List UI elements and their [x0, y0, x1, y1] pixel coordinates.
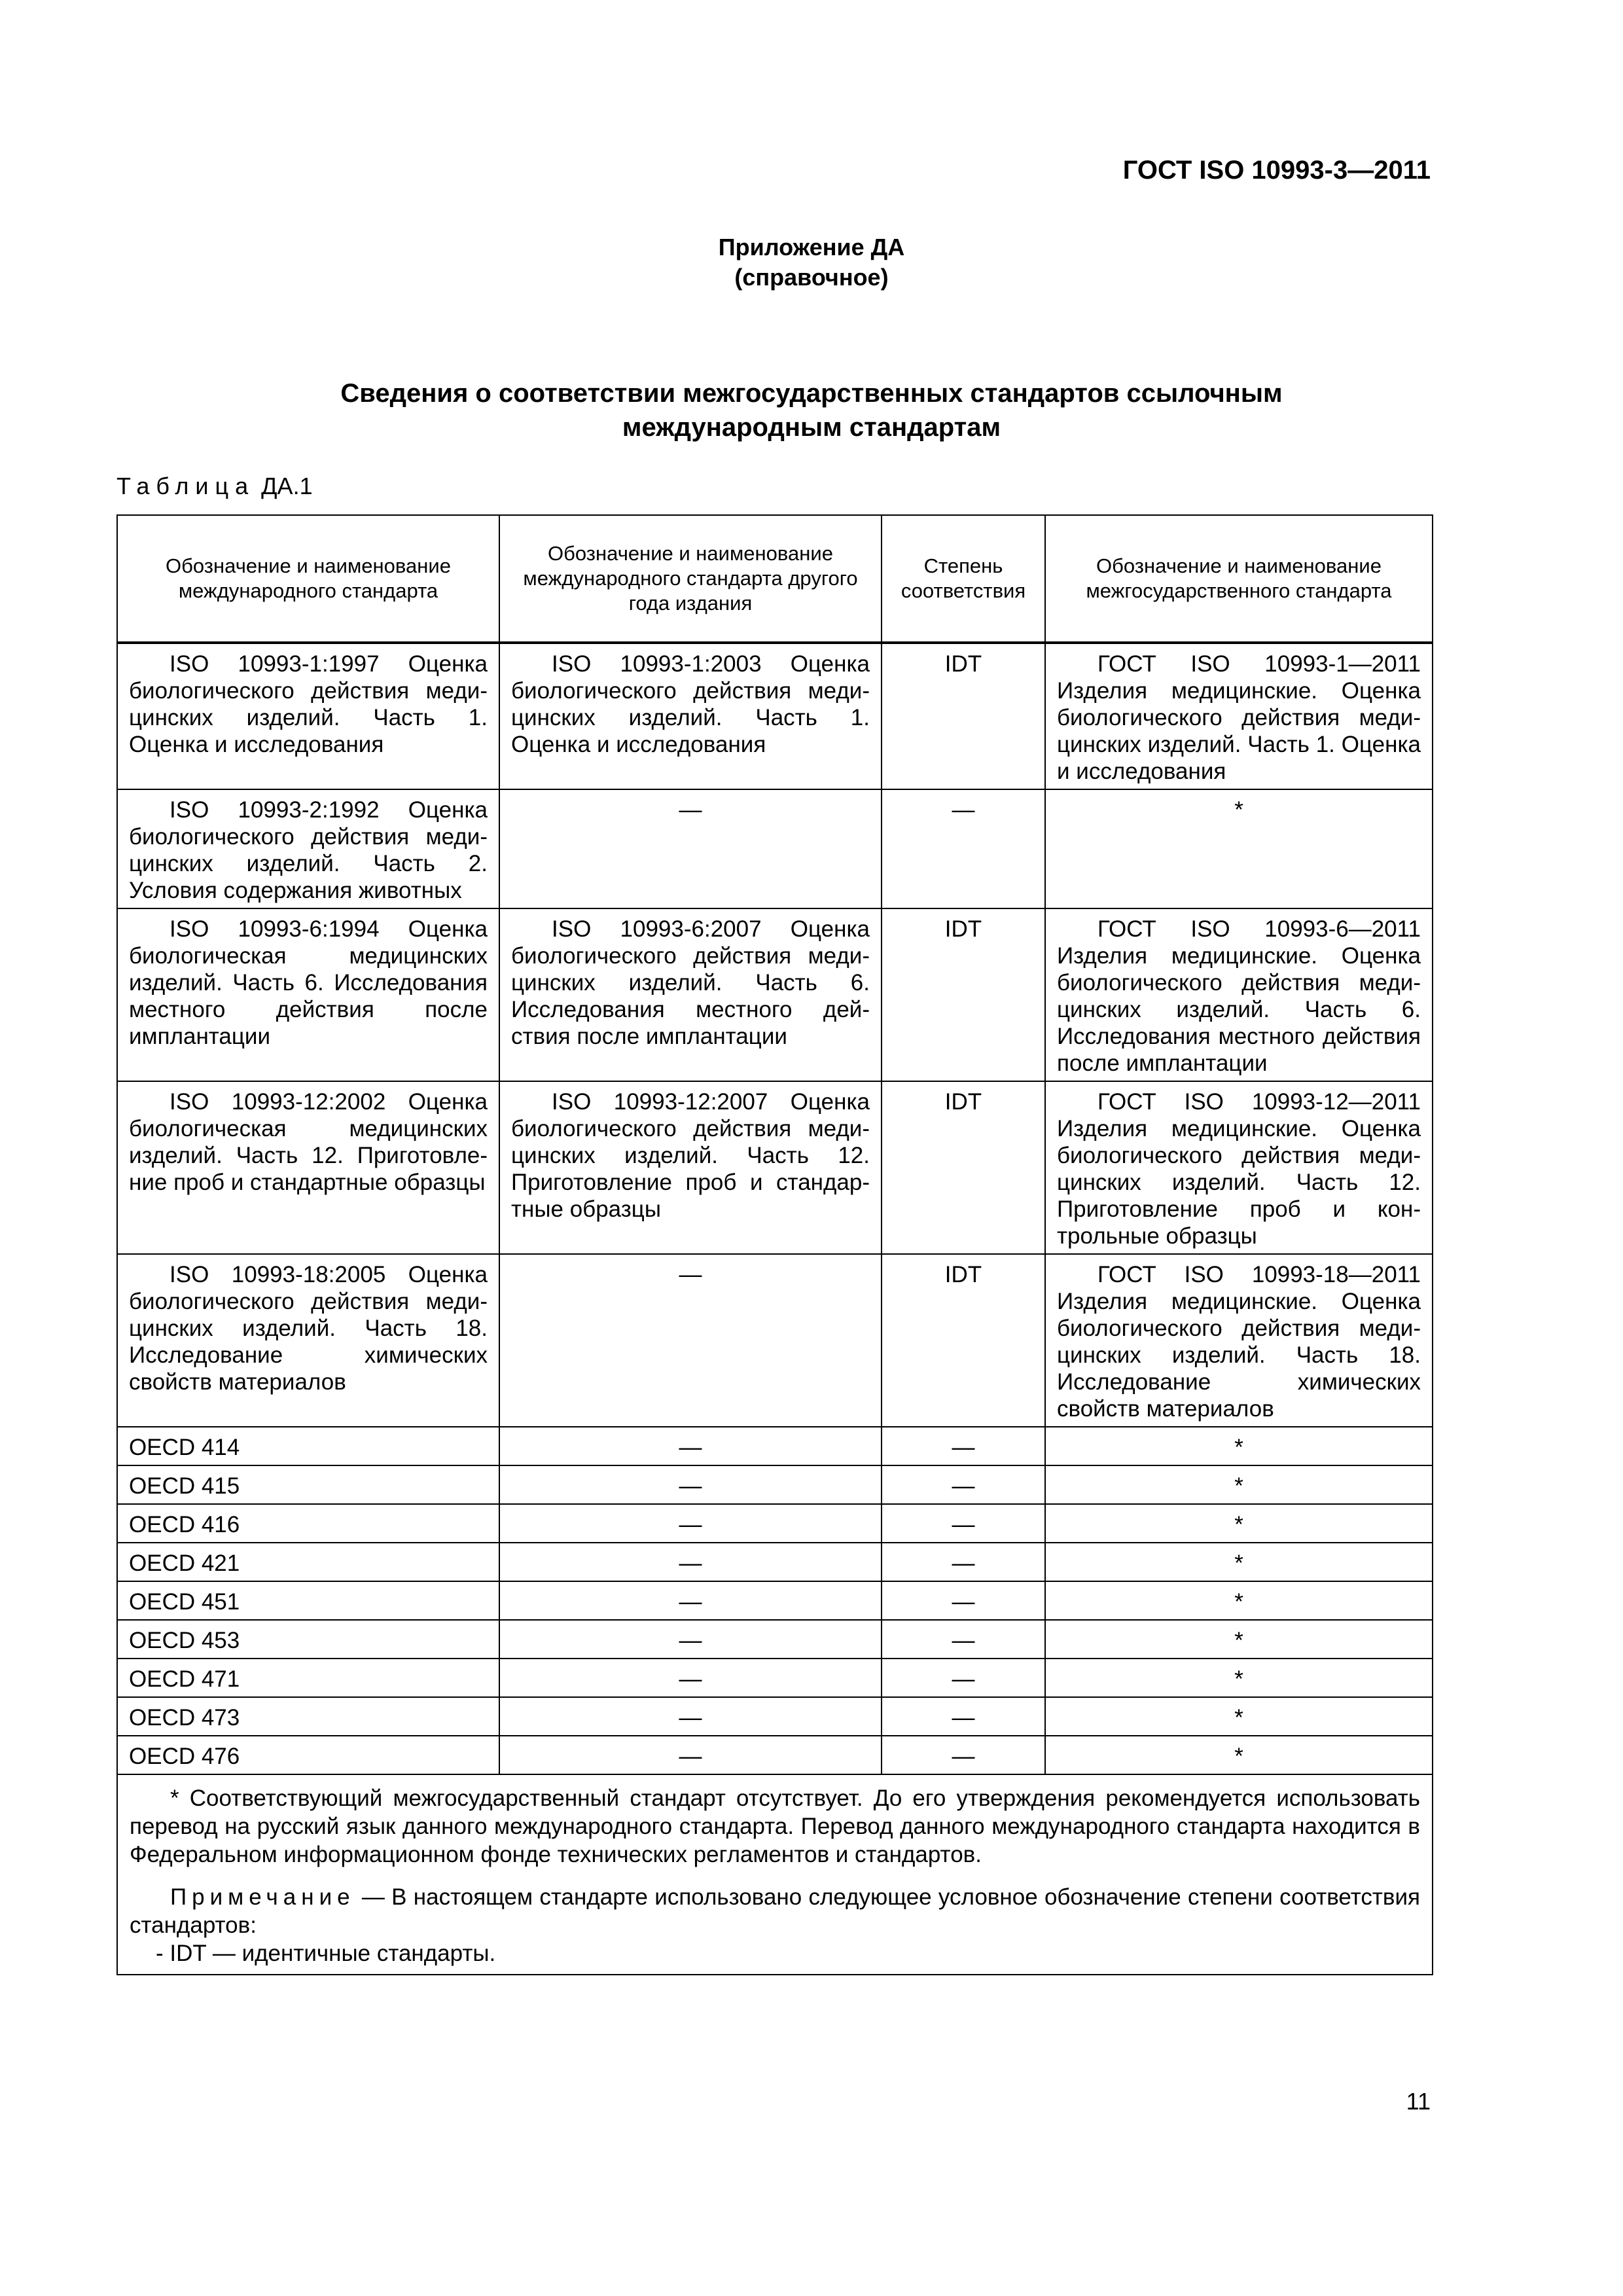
cell-interstate-standard: ГОСТ ISO 10993-18—2011 Изделия медицинские. Оценка биологического действия медицинских изделий. Часть 18. Исследование химических свойств материалов — [1045, 1254, 1433, 1427]
cell-interstate-standard: * — [1045, 789, 1433, 908]
cell-interstate-standard: * — [1045, 1504, 1433, 1543]
header-intl-standard-other-year: Обозначение и наименование международного стандарта другого года издания — [499, 515, 882, 643]
cell-interstate-standard: ГОСТ ISO 10993-12—2011 Изделия медицинские. Оценка биологического действия медицинских изделий. Часть 12. Приготовление проб и контрольные образцы — [1045, 1081, 1433, 1254]
cell-degree: IDT — [882, 908, 1045, 1081]
cell-degree: — — [882, 1543, 1045, 1581]
table-row — [117, 908, 1433, 1081]
cell-intl-standard-other-year: — — [499, 1465, 882, 1504]
cell-intl-standard: OECD 473 — [117, 1697, 499, 1736]
cell-degree: — — [882, 1659, 1045, 1697]
cell-intl-standard: OECD 453 — [117, 1620, 499, 1659]
document-code: ГОСТ ISO 10993-3—2011 — [1122, 156, 1431, 185]
cell-interstate-standard: * — [1045, 1736, 1433, 1774]
cell-intl-standard: OECD 416 — [117, 1504, 499, 1543]
cell-interstate-standard: * — [1045, 1659, 1433, 1697]
cell-degree: — — [882, 1427, 1045, 1465]
appendix-subtitle: (справочное) — [734, 264, 889, 291]
cell-degree: IDT — [882, 1081, 1045, 1254]
cell-intl-standard-other-year: — — [499, 789, 882, 908]
cell-degree: — — [882, 1736, 1045, 1774]
footnote-note-item: - IDT — идентичные стандарты. — [156, 1941, 496, 1966]
cell-intl-standard-other-year: — — [499, 1543, 882, 1581]
cell-degree: IDT — [882, 1254, 1045, 1427]
correspondence-table — [116, 514, 1433, 1975]
cell-intl-standard-other-year: — — [499, 1697, 882, 1736]
cell-intl-standard: OECD 414 — [117, 1427, 499, 1465]
table-footnote — [117, 1774, 1433, 1975]
cell-degree: — — [882, 1504, 1045, 1543]
table-row — [117, 1254, 1433, 1427]
footnote-note — [130, 1883, 1420, 1939]
table-row — [117, 1465, 1433, 1504]
table-footnote-row — [117, 1774, 1433, 1975]
header-degree: Степень соответствия — [882, 515, 1045, 643]
table-row — [117, 643, 1433, 789]
appendix-heading — [0, 232, 1623, 293]
table-row — [117, 1659, 1433, 1697]
section-title-line-2: международным стандартам — [622, 413, 1001, 442]
cell-intl-standard-other-year: — — [499, 1620, 882, 1659]
cell-intl-standard: ISO 10993-18:2005 Оценка биологического действия медицинских изделий. Часть 18. Исследование химических свойств материалов — [117, 1254, 499, 1427]
cell-intl-standard-other-year: — — [499, 1254, 882, 1427]
page-number: 11 — [1406, 2088, 1431, 2115]
table-row — [117, 1081, 1433, 1254]
cell-intl-standard-other-year: ISO 10993-1:2003 Оценка биологического действия медицинских изделий. Часть 1. Оценка и исследования — [499, 643, 882, 789]
cell-degree: IDT — [882, 643, 1045, 789]
cell-intl-standard: ISO 10993-6:1994 Оценка биологическая медицинских изделий. Часть 6. Исследования местного действия после имплантации — [117, 908, 499, 1081]
cell-intl-standard: OECD 476 — [117, 1736, 499, 1774]
cell-intl-standard-other-year: — — [499, 1504, 882, 1543]
table-row — [117, 1581, 1433, 1620]
footnote-asterisk: * Соответствующий межгосударственный стандарт отсутствует. До его утверждения рекомендуется использовать перевод на русский язык данного международного стандарта. Перевод данного международного стандарта находится в Федеральном информационном фонде технических регламентов и стандартов. — [130, 1785, 1420, 1867]
cell-interstate-standard: * — [1045, 1581, 1433, 1620]
cell-intl-standard-other-year: ISO 10993-12:2007 Оценка биологического действия медицинских изделий. Часть 12. Приготовление проб и стандартные образцы — [499, 1081, 882, 1254]
header-intl-standard: Обозначение и наименование международного стандарта — [117, 515, 499, 643]
table-caption-word: Таблица — [116, 473, 255, 499]
table-caption — [116, 473, 313, 500]
cell-intl-standard-other-year: — — [499, 1736, 882, 1774]
cell-interstate-standard: * — [1045, 1620, 1433, 1659]
cell-degree: — — [882, 789, 1045, 908]
cell-interstate-standard: * — [1045, 1543, 1433, 1581]
cell-intl-standard-other-year: — — [499, 1427, 882, 1465]
cell-interstate-standard: ГОСТ ISO 10993-1—2011 Изделия медицинские. Оценка биологического действия медицинских изделий. Часть 1. Оценка и исследования — [1045, 643, 1433, 789]
cell-degree: — — [882, 1620, 1045, 1659]
cell-intl-standard: ISO 10993-12:2002 Оценка биологическая медицинских изделий. Часть 12. Приготовление проб и стандартные образцы — [117, 1081, 499, 1254]
cell-intl-standard-other-year: — — [499, 1581, 882, 1620]
table-row — [117, 1697, 1433, 1736]
note-label: Примечание — [170, 1884, 355, 1910]
cell-interstate-standard: * — [1045, 1697, 1433, 1736]
header-interstate-standard: Обозначение и наименование межгосударственного стандарта — [1045, 515, 1433, 643]
appendix-title: Приложение ДА — [718, 234, 905, 260]
table-header-row — [117, 515, 1433, 643]
cell-intl-standard: ISO 10993-1:1997 Оценка биологического действия медицинских изделий. Часть 1. Оценка и исследования — [117, 643, 499, 789]
section-title-line-1: Сведения о соответствии межгосударственных стандартов ссылочным — [340, 379, 1283, 408]
cell-interstate-standard: * — [1045, 1465, 1433, 1504]
table-row — [117, 1736, 1433, 1774]
cell-intl-standard: OECD 451 — [117, 1581, 499, 1620]
cell-intl-standard: OECD 471 — [117, 1659, 499, 1697]
cell-intl-standard: OECD 415 — [117, 1465, 499, 1504]
cell-intl-standard: OECD 421 — [117, 1543, 499, 1581]
table-row — [117, 789, 1433, 908]
table-row — [117, 1504, 1433, 1543]
cell-interstate-standard: * — [1045, 1427, 1433, 1465]
section-title — [0, 376, 1623, 444]
cell-intl-standard: ISO 10993-2:1992 Оценка биологического действия медицинских изделий. Часть 2. Условия содержания животных — [117, 789, 499, 908]
cell-intl-standard-other-year: — — [499, 1659, 882, 1697]
cell-degree: — — [882, 1697, 1045, 1736]
table-caption-number: ДА.1 — [261, 473, 313, 499]
table-row — [117, 1543, 1433, 1581]
cell-degree: — — [882, 1581, 1045, 1620]
note-text: — В настоящем стандарте использовано следующее условное обозначение степени соответствия стандартов: — [130, 1884, 1420, 1938]
cell-degree: — — [882, 1465, 1045, 1504]
table-row — [117, 1427, 1433, 1465]
cell-interstate-standard: ГОСТ ISO 10993-6—2011 Изделия медицинские. Оценка биологического действия медицинских изделий. Часть 6. Исследования местного действия после имплантации — [1045, 908, 1433, 1081]
table-row — [117, 1620, 1433, 1659]
cell-intl-standard-other-year: ISO 10993-6:2007 Оценка биологического действия медицинских изделий. Часть 6. Исследования местного действия после имплантации — [499, 908, 882, 1081]
